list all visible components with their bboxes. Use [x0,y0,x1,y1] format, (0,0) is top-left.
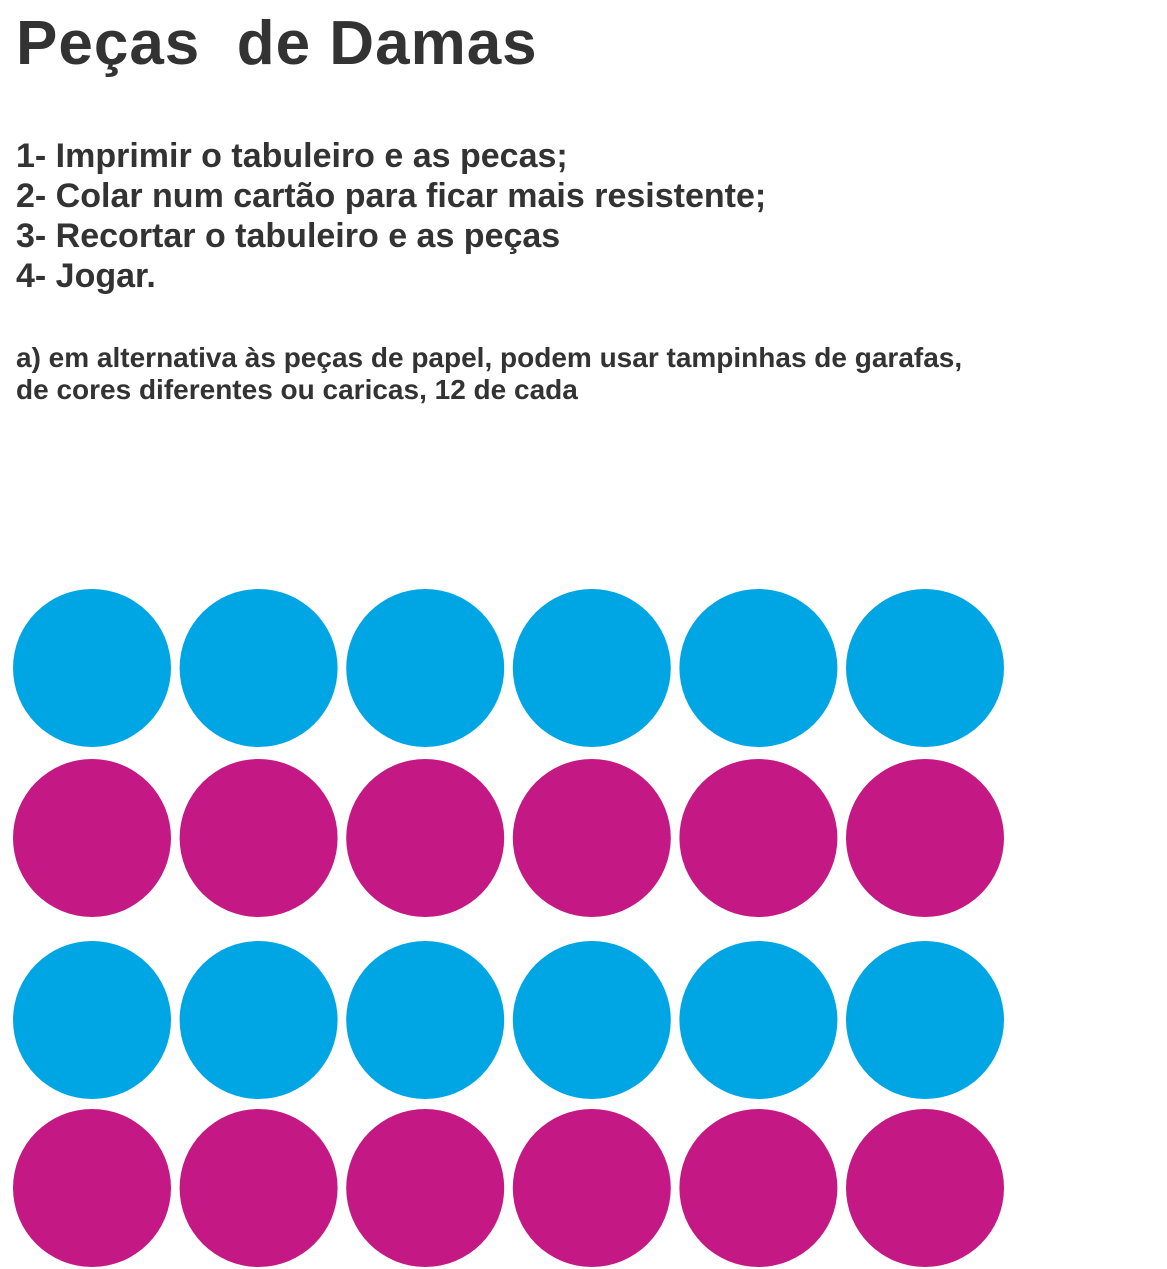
blue-checker-piece [13,941,171,1099]
magenta-checker-piece [513,759,671,917]
magenta-checker-piece [846,759,1004,917]
magenta-checker-piece [180,1109,338,1267]
blue-checker-piece [513,941,671,1099]
magenta-checker-piece [846,1109,1004,1267]
blue-checker-piece [679,589,837,747]
instruction-step: 3- Recortar o tabuleiro e as peças [16,217,561,255]
note-line: de cores diferentes ou caricas, 12 de cada [16,374,578,405]
blue-checker-piece [346,589,504,747]
magenta-checker-piece [13,1109,171,1267]
blue-checker-piece [346,941,504,1099]
magenta-checker-piece [180,759,338,917]
page-title: Peças de Damas [16,9,538,78]
blue-checker-piece [13,589,171,747]
instruction-list [16,136,766,296]
blue-checker-piece [679,941,837,1099]
magenta-checker-piece [13,759,171,917]
magenta-checker-piece [346,1109,504,1267]
magenta-checker-piece [513,1109,671,1267]
instruction-step: 1- Imprimir o tabuleiro e as pecas; [16,137,568,175]
alternative-note [16,342,962,406]
blue-checker-piece [846,941,1004,1099]
blue-checker-piece [846,589,1004,747]
magenta-checker-piece [346,759,504,917]
magenta-checker-piece [679,759,837,917]
instruction-step: 2- Colar num cartão para ficar mais resistente; [16,177,767,215]
blue-checker-piece [180,941,338,1099]
instruction-step: 4- Jogar. [16,257,156,295]
magenta-checker-piece [679,1109,837,1267]
blue-checker-piece [180,589,338,747]
note-line: a) em alternativa às peças de papel, podem usar tampinhas de garafas, [16,342,963,373]
blue-checker-piece [513,589,671,747]
